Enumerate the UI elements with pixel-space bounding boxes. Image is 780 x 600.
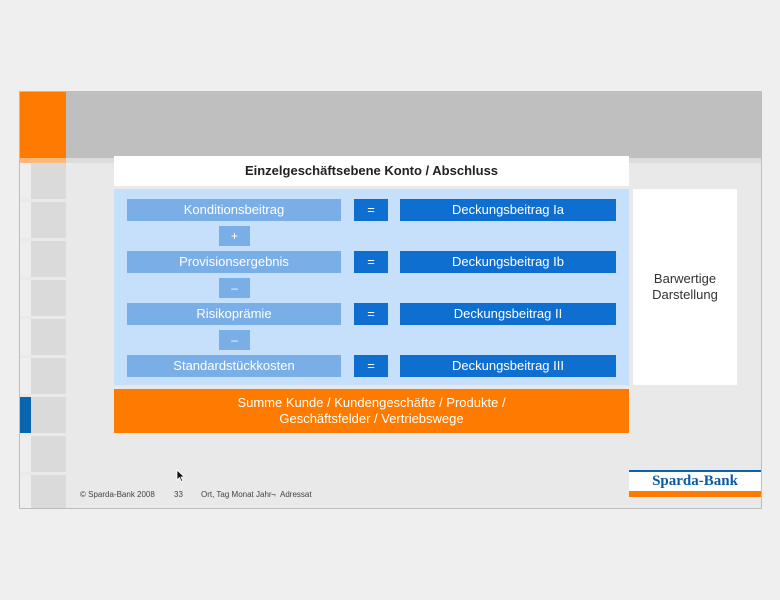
nav-cell [20, 163, 66, 199]
provisionsergebnis-label: Provisionsergebnis [127, 251, 341, 273]
standardstueckkosten-label: Standardstückkosten [127, 355, 341, 377]
konditionsbeitrag-label: Konditionsbeitrag [127, 199, 341, 221]
nav-cell-active [20, 397, 66, 433]
header-orange-block [20, 92, 66, 158]
plus-operator: + [219, 226, 250, 246]
nav-cell [20, 358, 66, 394]
nav-cell [20, 241, 66, 277]
slide-title: Einzelgeschäftsebene Konto / Abschluss [114, 156, 629, 186]
deckungsbeitrag-ii-label: Deckungsbeitrag II [400, 303, 616, 325]
summary-bar [114, 389, 629, 433]
logo-text: Sparda-Bank [629, 472, 761, 491]
deckungsbeitrag-iii-label: Deckungsbeitrag III [400, 355, 616, 377]
nav-cell [20, 319, 66, 355]
minus-operator: – [219, 330, 250, 350]
minus-operator: – [219, 278, 250, 298]
side-box-line1: Barwertige [653, 271, 717, 286]
nav-cell [20, 436, 66, 472]
barwertige-darstellung-box [633, 189, 737, 385]
sparda-bank-logo [629, 470, 761, 497]
nav-cell [20, 280, 66, 316]
footer-copyright: © Sparda-Bank 2008 [80, 490, 155, 499]
footer-separator: ¬ [271, 490, 276, 499]
footer-page-number: 33 [174, 490, 183, 499]
footer-addressee: Adressat [280, 490, 312, 499]
equals-sign: = [354, 303, 388, 325]
nav-cell [20, 202, 66, 238]
nav-cell [20, 475, 66, 509]
mouse-cursor-icon [176, 469, 186, 483]
left-navigation [20, 163, 66, 508]
side-box-line2: Darstellung [652, 287, 718, 302]
equals-sign: = [354, 199, 388, 221]
deckungsbeitrag-ia-label: Deckungsbeitrag Ia [400, 199, 616, 221]
summary-line2: Geschäftsfelder / Vertriebswege [279, 411, 464, 426]
slide [19, 91, 762, 509]
header-gray-bar [66, 92, 761, 158]
equals-sign: = [354, 251, 388, 273]
equals-sign: = [354, 355, 388, 377]
summary-line1: Summe Kunde / Kundengeschäfte / Produkte / [237, 395, 506, 410]
footer-meta: Ort, Tag Monat Jahr [201, 490, 272, 499]
risikopraemie-label: Risikoprämie [127, 303, 341, 325]
deckungsbeitrag-ib-label: Deckungsbeitrag Ib [400, 251, 616, 273]
